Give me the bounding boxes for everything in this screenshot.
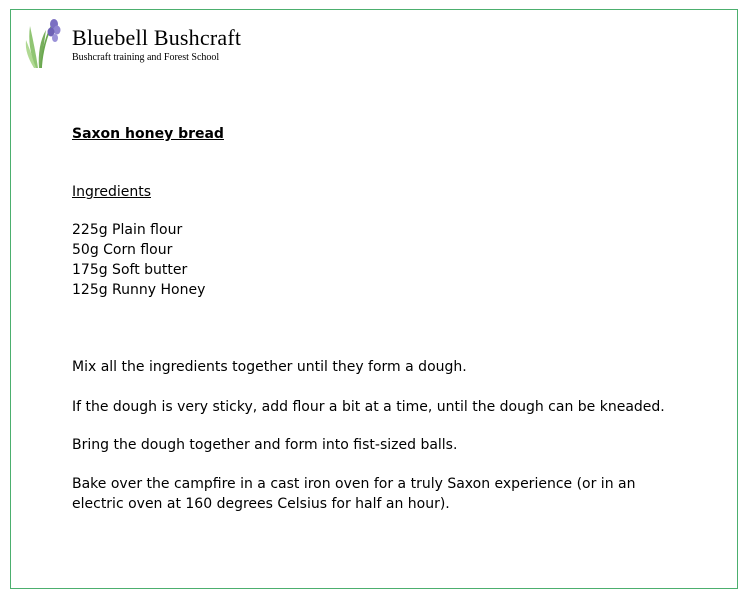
ingredient-item: 125g Runny Honey <box>72 282 206 298</box>
ingredient-item: 225g Plain flour <box>72 222 183 238</box>
method-step: Mix all the ingredients together until they form a dough. <box>72 359 467 375</box>
brand-title: Bluebell Bushcraft <box>72 25 242 50</box>
brand-subtitle: Bushcraft training and Forest School <box>72 52 220 63</box>
method-step: Bake over the campfire in a cast iron oven for a truly Saxon experience (or in an electric oven at 160 degrees Celsius for half an hour). <box>72 476 636 512</box>
method-step: If the dough is very sticky, add flour a bit at a time, until the dough can be kneaded. <box>72 399 665 415</box>
ingredient-item: 50g Corn flour <box>72 242 173 258</box>
method-step: Bring the dough together and form into fist-sized balls. <box>72 437 458 453</box>
bluebell-flower-icon <box>24 14 62 70</box>
recipe-title: Saxon honey bread <box>72 126 224 142</box>
ingredient-list <box>72 220 205 300</box>
ingredients-heading: Ingredients <box>72 184 151 200</box>
ingredient-item: 175g Soft butter <box>72 262 188 278</box>
